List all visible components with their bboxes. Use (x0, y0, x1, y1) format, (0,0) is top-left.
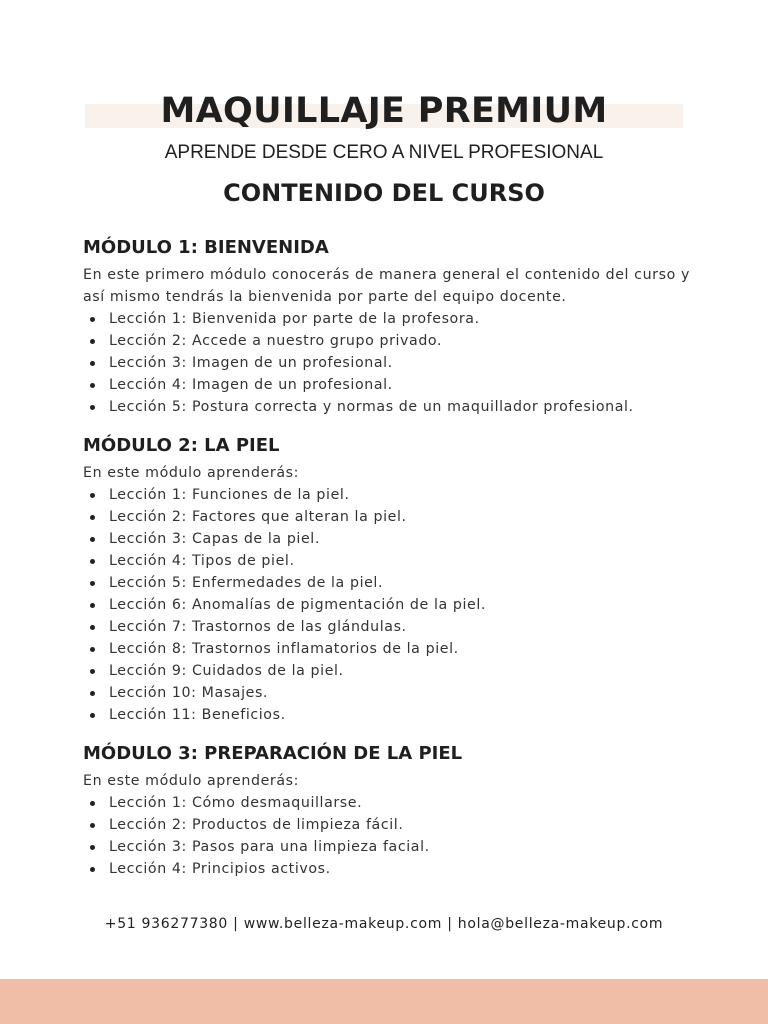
lesson-label: Lección 1: Bienvenida por parte de la profesora. (109, 311, 480, 327)
lesson-label: Lección 11: Beneficios. (109, 707, 286, 723)
lesson-list (83, 308, 693, 418)
lesson-label: Lección 7: Trastornos de las glándulas. (109, 619, 407, 635)
lesson-label: Lección 4: Principios activos. (109, 861, 331, 877)
lesson-label: Lección 3: Pasos para una limpieza facial. (109, 839, 430, 855)
lesson-label: Lección 2: Accede a nuestro grupo privado. (109, 333, 443, 349)
bullet-icon (90, 339, 95, 344)
lesson-label: Lección 5: Enfermedades de la piel. (109, 575, 384, 591)
bullet-icon (90, 603, 95, 608)
module-description: En este primero módulo conocerás de manera general el contenido del curso y así mismo tendrás la bienvenida por parte del equipo docente. (83, 267, 690, 305)
module-section (83, 740, 693, 880)
bullet-icon (90, 317, 95, 322)
lesson-item (83, 572, 693, 594)
bullet-icon (90, 845, 95, 850)
lesson-item (83, 704, 693, 726)
lesson-list (83, 484, 693, 726)
page-title: MAQUILLAJE PREMIUM (160, 91, 608, 131)
lesson-item (83, 836, 693, 858)
lesson-label: Lección 3: Imagen de un profesional. (109, 355, 393, 371)
lesson-label: Lección 1: Cómo desmaquillarse. (109, 795, 363, 811)
lesson-item (83, 682, 693, 704)
lesson-item (83, 814, 693, 836)
lesson-item (83, 858, 693, 880)
bullet-icon (90, 405, 95, 410)
bullet-icon (90, 647, 95, 652)
lesson-item (83, 352, 693, 374)
bullet-icon (90, 801, 95, 806)
lesson-label: Lección 4: Tipos de piel. (109, 553, 295, 569)
page-subtitle: APRENDE DESDE CERO A NIVEL PROFESIONAL (164, 142, 604, 163)
lesson-item (83, 616, 693, 638)
lesson-label: Lección 2: Factores que alteran la piel. (109, 509, 407, 525)
module-title: MÓDULO 3: PREPARACIÓN DE LA PIEL (83, 743, 463, 764)
module-section (83, 234, 693, 418)
bullet-icon (90, 537, 95, 542)
lesson-label: Lección 1: Funciones de la piel. (109, 487, 350, 503)
section-heading: CONTENIDO DEL CURSO (223, 179, 545, 207)
lesson-list (83, 792, 693, 880)
lesson-item (83, 792, 693, 814)
lesson-label: Lección 6: Anomalías de pigmentación de la piel. (109, 597, 487, 613)
lesson-label: Lección 10: Masajes. (109, 685, 269, 701)
module-section (83, 432, 693, 726)
bullet-icon (90, 493, 95, 498)
bullet-icon (90, 867, 95, 872)
lesson-item (83, 308, 693, 330)
bullet-icon (90, 823, 95, 828)
lesson-item (83, 506, 693, 528)
lesson-label: Lección 2: Productos de limpieza fácil. (109, 817, 404, 833)
module-title: MÓDULO 1: BIENVENIDA (83, 237, 329, 258)
lesson-label: Lección 9: Cuidados de la piel. (109, 663, 344, 679)
bullet-icon (90, 559, 95, 564)
bullet-icon (90, 625, 95, 630)
lesson-item (83, 396, 693, 418)
footer-band (0, 979, 768, 1024)
lesson-item (83, 374, 693, 396)
lesson-item (83, 528, 693, 550)
bullet-icon (90, 383, 95, 388)
lesson-label: Lección 5: Postura correcta y normas de un maquillador profesional. (109, 399, 634, 415)
bullet-icon (90, 515, 95, 520)
lesson-label: Lección 8: Trastornos inflamatorios de la piel. (109, 641, 459, 657)
module-list (83, 234, 693, 894)
lesson-label: Lección 4: Imagen de un profesional. (109, 377, 393, 393)
module-description: En este módulo aprenderás: (83, 465, 299, 481)
lesson-label: Lección 3: Capas de la piel. (109, 531, 320, 547)
lesson-item (83, 660, 693, 682)
lesson-item (83, 594, 693, 616)
bullet-icon (90, 713, 95, 718)
bullet-icon (90, 361, 95, 366)
lesson-item (83, 484, 693, 506)
bullet-icon (90, 581, 95, 586)
lesson-item (83, 638, 693, 660)
module-title: MÓDULO 2: LA PIEL (83, 435, 280, 456)
lesson-item (83, 330, 693, 352)
module-description: En este módulo aprenderás: (83, 773, 299, 789)
footer-contact: +51 936277380 | www.belleza-makeup.com | hola@belleza-makeup.com (104, 916, 664, 932)
bullet-icon (90, 669, 95, 674)
lesson-item (83, 550, 693, 572)
bullet-icon (90, 691, 95, 696)
